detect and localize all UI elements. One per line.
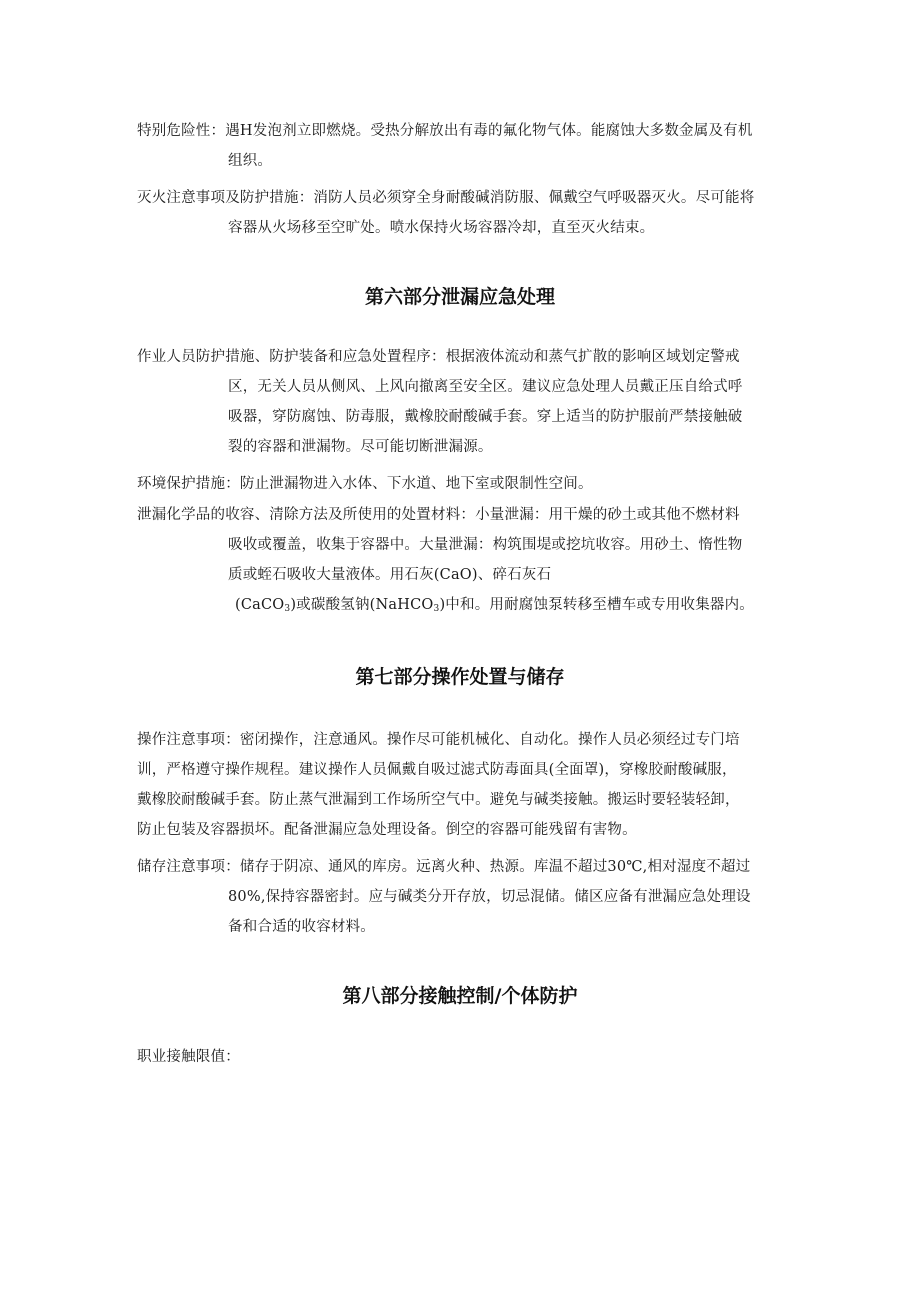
storage-paragraph: 储存注意事项：储存于阴凉、通风的库房。远离火种、热源。库温不超过30℃,相对湿度不超过 80%,保持容器密封。应与碱类分开存放，切忌混储。储区应备有泄漏应急处理设 备和合适的收容材料。 bbox=[137, 859, 751, 935]
cleanup-line4: (CaCO$_3$)或碳酸氢钠(NaHCO$_3$)中和。用耐腐蚀泵转移至槽车或专用收集器内。 bbox=[235, 597, 755, 614]
handling-label: 操作注意事项： bbox=[137, 732, 240, 748]
storage-label: 储存注意事项： bbox=[137, 859, 240, 875]
firefighting-paragraph bbox=[137, 183, 782, 243]
special-hazard-line1: 特别危险性：遇H发泡剂立即燃烧。受热分解放出有毒的氟化物气体。能腐蚀大多数金属及有机 bbox=[137, 123, 753, 139]
section6-title: 第六部分泄漏应急处理 bbox=[364, 286, 555, 308]
cleanup-paragraph: 泄漏化学品的收容、清除方法及所使用的处置材料：小量泄漏：用干燥的砂土或其他不燃材料 吸收或覆盖，收集于容器中。大量泄漏：构筑围堤或挖坑收容。用砂土、惰性物 质或蛭石吸收大量液体。用石灰(CaO)、碎石灰石 (CaCO$_3$)或碳酸氢钠(NaHCO$_3$)中和。用耐腐蚀泵转移至槽车或专用收集器内。 bbox=[137, 500, 782, 624]
firefighting-label: 灭火注意事项及防护措施： bbox=[137, 190, 314, 206]
exposure-paragraph bbox=[137, 1042, 782, 1072]
handling-paragraph: 操作注意事项：密闭操作，注意通风。操作尽可能机械化、自动化。操作人员必须经过专门培 训，严格遵守操作规程。建议操作人员佩戴自吸过滤式防毒面具(全面罩)，穿橡胶耐酸碱服， 戴橡胶耐酸碱手套。防止蒸气泄漏到工作场所空气中。避免与碱类接触。搬运时要轻装轻卸， 防止包装及容器损坏。配备泄漏应急处理设备。倒空的容器可能残留有害物。 bbox=[137, 732, 740, 838]
firefighting-line1: 灭火注意事项及防护措施：消防人员必须穿全身耐酸碱消防服、佩戴空气呼吸器灭火。尽可能将 bbox=[137, 190, 755, 206]
personal-protection-label: 作业人员防护措施、防护装备和应急处置程序： bbox=[137, 349, 446, 365]
special-hazard-label: 特别危险性： bbox=[137, 123, 226, 139]
section7-title: 第七部分操作处置与储存 bbox=[355, 666, 565, 688]
firefighting-line2: 容器从火场移至空旷处。喷水保持火场容器冷却，直至灭火结束。 bbox=[228, 220, 655, 236]
special-hazard-paragraph bbox=[137, 116, 782, 176]
environment-paragraph: 环境保护措施：防止泄漏物进入水体、下水道、地下室或限制性空间。 bbox=[137, 476, 593, 492]
personal-protection-paragraph: 作业人员防护措施、防护装备和应急处置程序：根据液体流动和蒸气扩散的影响区域划定警戒 区，无关人员从侧风、上风向撤离至安全区。建议应急处理人员戴正压自给式呼 吸器，穿防腐蚀、防毒服，戴橡胶耐酸碱手套。穿上适当的防护服前严禁接触破 裂的容器和泄漏物。尽可能切断泄漏源。 bbox=[137, 349, 743, 455]
cleanup-label: 泄漏化学品的收容、清除方法及所使用的处置材料： bbox=[137, 507, 476, 523]
special-hazard-line2: 组织。 bbox=[228, 153, 273, 169]
section8-title: 第八部分接触控制/个体防护 bbox=[342, 985, 578, 1007]
environment-label: 环境保护措施： bbox=[137, 476, 240, 492]
exposure-label: 职业接触限值： bbox=[137, 1049, 240, 1065]
